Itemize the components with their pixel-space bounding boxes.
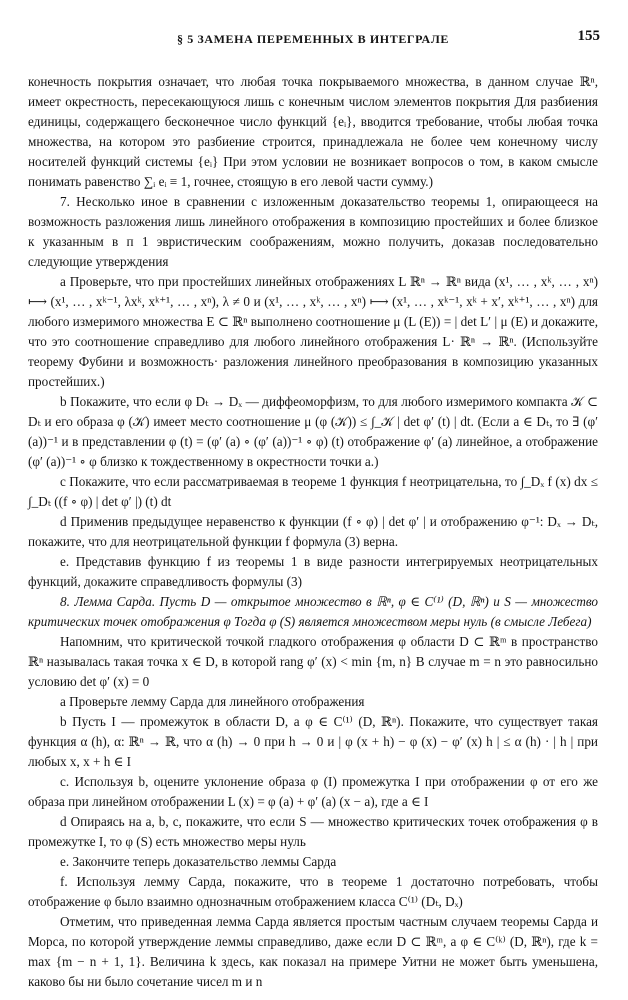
paragraph-sard-lemma: 8. Лемма Сарда. Пусть D — открытое множество в ℝⁿ, φ ∈ C⁽¹⁾ (D, ℝⁿ) и S — множество критических точек отображения φ Тогда φ (S) является множеством меры нуль (в смысле Лебега) <box>28 594 598 629</box>
paragraph-critical-point: Напомним, что критической точкой гладкого отображения φ области D ⊂ ℝᵐ в пространство ℝⁿ называлась такая точка x ∈ D, в которой rang φ′ (x) < min {m, n} В случае m = n это равносильно условию det φ′ (x) = 0 <box>28 634 598 689</box>
paragraph-8b: b Пусть I — промежуток в области D, а φ ∈ C⁽¹⁾ (D, ℝⁿ). Покажите, что существует такая функция α (h), α: ℝⁿ → ℝ, что α (h) → 0 при h → 0 и | φ (x + h) − φ (x) − φ′ (x) h | ≤ α (h) · | h | при любых x, x + h ∈ I <box>28 714 598 769</box>
paragraph-continuation: конечность покрытия означает, что любая точка покрываемого множества, в данном случае ℝⁿ, имеет окрестность, пересекающуюся лишь с конечным числом элементов покрытия Для разбиения единицы, содержащего бесконечное число функций {eᵢ}, вводится требование, чтобы любая точка множества, на котором это разбиение строится, принадлежала не более чем конечному числу носителей функций системы {eᵢ} При этом условии не возникает вопросов о том, в каком смысле понимать равенство ∑ᵢ eᵢ ≡ 1, гочнее, стоящую в его левой части сумму.) <box>28 74 598 189</box>
paragraph-8c: c. Используя b, оцените уклонение образа φ (I) промежутка I при отображении φ от его же образа при линейном отображении L (x) = φ (a) + φ′ (a) (x − a), где a ∈ I <box>28 774 598 809</box>
paragraph-7d: d Применив предыдущее неравенство к функции (f ∘ φ) | det φ′ | и отображению φ⁻¹: Dₓ → Dₜ, покажите, что для неотрицательной функции f формула (3) верна. <box>28 514 598 549</box>
paragraph-remark: Отметим, что приведенная лемма Сарда является простым частным случаем теоремы Сарда и Морса, по которой утверждение леммы справедливо, даже если D ⊂ ℝᵐ, а φ ∈ C⁽ᵏ⁾ (D, ℝⁿ), где k = max {m − n + 1, 1}. Величина k здесь, как показал на примере Уитни не может быть уменьшена, каково бы ни было сочетание чисел m и n <box>28 914 598 989</box>
running-title: § 5 ЗАМЕНА ПЕРЕМЕННЫХ В ИНТЕГРАЛЕ <box>177 32 449 46</box>
paragraph-7e: e. Представив функцию f из теоремы 1 в виде разности интегрируемых неотрицательных функций, докажите справедливость формулы (3) <box>28 554 598 589</box>
paragraph-8d: d Опираясь на a, b, c, покажите, что если S — множество критических точек отображения φ в промежутке I, то φ (S) есть множество меры нуль <box>28 814 598 849</box>
paragraph-8e: e. Закончите теперь доказательство леммы Сарда <box>60 854 337 869</box>
paragraph-7a: a Проверьте, что при простейших линейных отображениях L ℝⁿ → ℝⁿ вида (x¹, … , xᵏ, … , xⁿ) ⟼ (x¹, … , xᵏ⁻¹, λxᵏ, xᵏ⁺¹, … , xⁿ), λ ≠ 0 и (x¹, … , xᵏ, … , xⁿ) ⟼ (x¹, … , xᵏ⁻¹, xᵏ + x′, xᵏ⁺¹, … , xⁿ) для любого измеримого множества E ⊂ ℝⁿ выполнено соотношение μ (L (E)) = | det L′ | μ (E) и докажите, что это соотношение справедливо для любого линейного отображения L· ℝⁿ → ℝⁿ. (Используйте теорему Фубини и возможность· разложения линейного преобразования в композицию указанных простейших.) <box>28 274 598 389</box>
paragraph-7c: c Покажите, что если рассматриваемая в теореме 1 функция f неотрицательна, то ∫_Dₓ f (x) dx ≤ ∫_Dₜ ((f ∘ φ) | det φ′ |) (t) dt <box>28 474 598 509</box>
paragraph-7b: b Покажите, что если φ Dₜ → Dₓ — диффеоморфизм, то для любого измеримого компакта 𝒦 ⊂ Dₜ и его образа φ (𝒦) имеет место соотношение μ (φ (𝒦)) ≤ ∫_𝒦 | det φ′ (t) | dt. (Если a ∈ Dₜ, то ∃ (φ′ (a))⁻¹ и в представлении φ (t) = (φ′ (a) ∘ (φ′ (a))⁻¹ ∘ φ) (t) отображение φ′ (a) линейное, а отображение (φ′ (a))⁻¹ ∘ φ близко к тождественному в окрестности точки a.) <box>28 394 598 469</box>
page-body <box>28 72 598 992</box>
paragraph-8f: f. Используя лемму Сарда, покажите, что в теореме 1 достаточно потребовать, чтобы отображение φ было взаимно однозначным отображением класса C⁽¹⁾ (Dₜ, Dₓ) <box>28 874 598 909</box>
paragraph-exercise-7: 7. Несколько иное в сравнении с изложенным доказательство теоремы 1, опирающееся на возможность разложения лишь линейного отображения в композицию простейших и более близкое к указанным в п 1 эвристическим соображениям, можно получить, доказав последовательно следующие утверждения <box>28 194 598 269</box>
page-header <box>28 26 598 52</box>
page-number: 155 <box>577 28 600 44</box>
paragraph-8a: a Проверьте лемму Сарда для линейного отображения <box>60 694 365 709</box>
